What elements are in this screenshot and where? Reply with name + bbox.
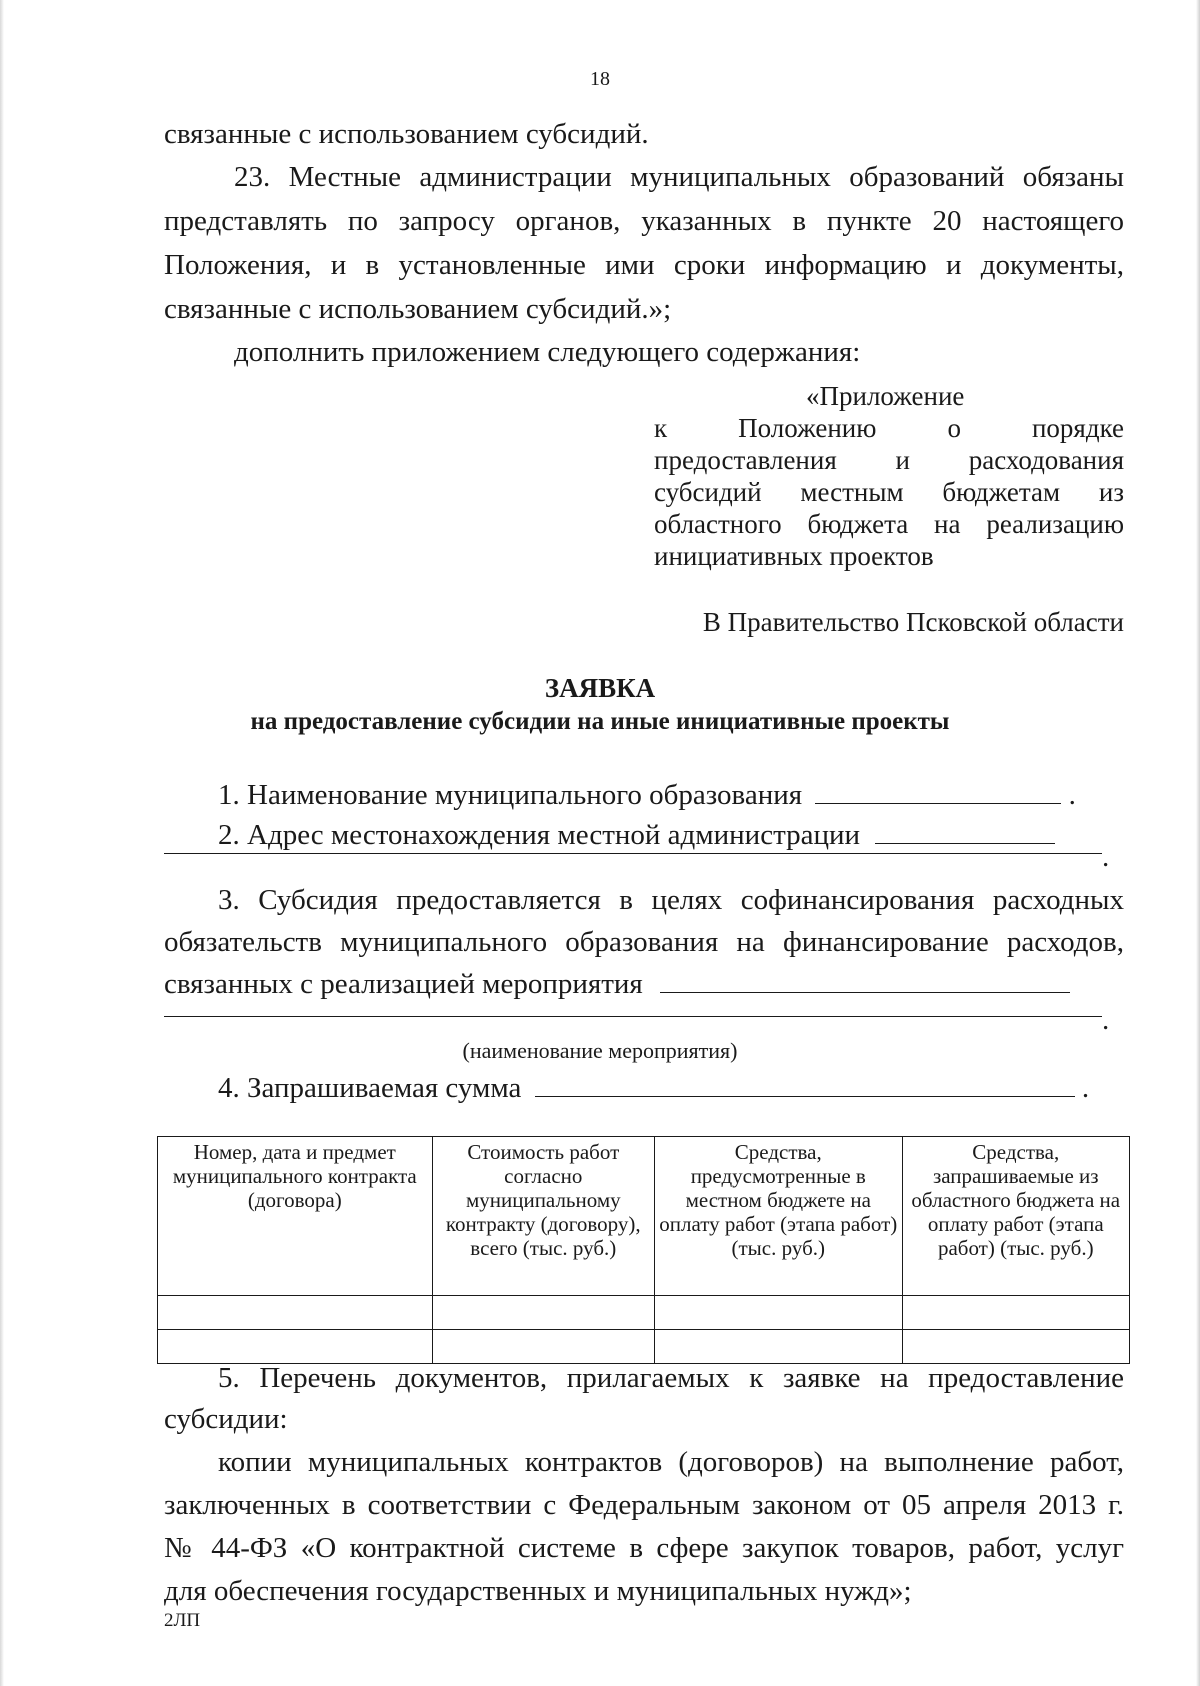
line-end-dot: . xyxy=(1102,841,1110,873)
appendix-line: областного бюджета на реализацию xyxy=(654,509,1124,539)
form-title: ЗАЯВКА xyxy=(544,673,656,703)
paragraph-line: связанные с использованием субсидий.»; xyxy=(164,293,672,325)
addressee: В Правительство Псковской области xyxy=(702,607,1124,637)
table-cell[interactable] xyxy=(158,1296,433,1330)
paragraph-line: субсидии: xyxy=(164,1403,288,1435)
page-number: 18 xyxy=(590,68,610,90)
column-header-regional-budget: Средства, запрашиваемые из областного бюджета на оплату работ (этапа работ) (тыс. руб.) xyxy=(902,1137,1129,1296)
paragraph-line: 5. Перечень документов, прилагаемых к заявке на предоставление xyxy=(218,1362,1124,1394)
item-requested-amount xyxy=(218,1066,1178,1110)
footer-code: 2ЛП xyxy=(164,1610,201,1631)
appendix-line: «Приложение xyxy=(806,381,965,411)
appendix-line: к Положению о порядке xyxy=(654,413,1124,443)
event-name-field-continuation[interactable] xyxy=(164,1016,1102,1017)
column-header-contract-cost: Стоимость работ согласно муниципальному контракту (договору), всего (тыс. руб.) xyxy=(432,1137,654,1296)
paragraph-line: 23. Местные администрации муниципальных образований обязаны xyxy=(234,161,1124,193)
item-event xyxy=(164,962,1124,1006)
scan-edge-left xyxy=(0,0,4,1686)
table-row xyxy=(158,1296,1130,1330)
municipality-name-field[interactable] xyxy=(815,773,1061,804)
table-cell[interactable] xyxy=(902,1296,1129,1330)
paragraph-line: 3. Субсидия предоставляется в целях софинансирования расходных xyxy=(218,884,1124,916)
paragraph-line: заключенных в соответствии с Федеральным законом от 05 апреля 2013 г. xyxy=(164,1489,1124,1521)
appendix-line: инициативных проектов xyxy=(654,541,934,571)
line-end-dot: . xyxy=(1102,1004,1110,1036)
paragraph-line: Положения, и в установленные ими сроки информацию и документы, xyxy=(164,249,1124,281)
appendix-line: субсидий местным бюджетам из xyxy=(654,477,1124,507)
paragraph-line: для обеспечения государственных и муниципальных нужд»; xyxy=(164,1575,912,1607)
paragraph-line: представлять по запросу органов, указанных в пункте 20 настоящего xyxy=(164,205,1124,237)
address-field-continuation[interactable] xyxy=(164,853,1102,854)
paragraph-line: обязательств муниципального образования на финансирование расходов, xyxy=(164,926,1124,958)
item-label: 2. Адрес местонахождения местной администрации xyxy=(218,819,861,851)
item-address xyxy=(218,813,1178,857)
address-field[interactable] xyxy=(875,813,1055,844)
line-end-dot: . xyxy=(1081,1072,1090,1104)
paragraph-line: № 44-ФЗ «О контрактной системе в сфере закупок товаров, работ, услуг xyxy=(164,1532,1124,1564)
event-field-caption: (наименование мероприятия) xyxy=(462,1038,738,1063)
event-name-field[interactable] xyxy=(660,962,1070,993)
requested-amount-field[interactable] xyxy=(535,1066,1075,1097)
table-header-row xyxy=(158,1137,1130,1296)
appendix-heading xyxy=(654,380,1124,572)
column-header-local-budget: Средства, предусмотренные в местном бюджете на оплату работ (этапа работ) (тыс. руб.) xyxy=(655,1137,903,1296)
column-header-contract: Номер, дата и предмет муниципального контракта (договора) xyxy=(158,1137,433,1296)
contracts-table xyxy=(157,1136,1130,1364)
item-label: 1. Наименование муниципального образования xyxy=(218,779,803,811)
item-municipality-name xyxy=(218,773,1178,817)
item-label: 4. Запрашиваемая сумма xyxy=(218,1072,522,1104)
line-end-dot: . xyxy=(1068,779,1076,811)
paragraph-line: связанные с использованием субсидий. xyxy=(164,118,649,150)
paragraph-line: дополнить приложением следующего содержания: xyxy=(234,336,861,368)
table-cell[interactable] xyxy=(432,1296,654,1330)
scan-edge-right xyxy=(1196,0,1200,1686)
paragraph-line: копии муниципальных контрактов (договоров) на выполнение работ, xyxy=(218,1446,1124,1478)
table-cell[interactable] xyxy=(655,1296,903,1330)
item-label: связанных с реализацией мероприятия xyxy=(164,968,643,1000)
appendix-line: предоставления и расходования xyxy=(654,445,1124,475)
form-subtitle: на предоставление субсидии на иные инициативные проекты xyxy=(250,708,950,735)
